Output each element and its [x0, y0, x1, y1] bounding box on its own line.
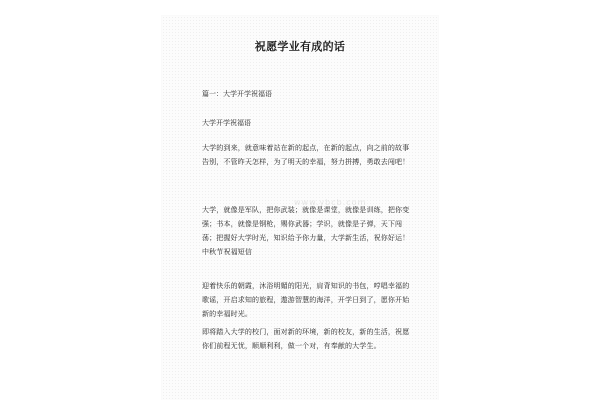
paragraph-2: 大学，就像是军队，把你武装；就像是课堂，就像是训练，把你变强；书本，就像是钢枪，赐你武器；学识，就像是子弹，天下闯荡；把握好大学时光，知识给予你力量，大学新生活，祝你好运！ 中秋节祝福短信	[202, 206, 410, 256]
watermark-text: www.ybcb.com	[294, 198, 367, 207]
paragraph-4: 即将踏入大学的校门，面对新的环境，新的校友，新的生活，祝愿你们前程无忧，顺顺利利，做一个对，有奉献的大学生。	[202, 328, 410, 350]
section-heading: 篇一：大学开学祝福语	[202, 90, 272, 98]
paragraph-3: 迎着快乐的朝霞，沐浴明媚的阳光，肩背知识的书包，哼唱幸福的歌谣，开启求知的旅程，遨游智慧的海洋，开学日到了，愿你开始新的幸福时光。	[202, 282, 410, 318]
sub-heading: 大学开学祝福语	[202, 119, 251, 127]
paragraph-1: 大学的到来，就意味着站在新的起点，在新的起点，向之前的故事告别，不管昨天怎样，为了明天的幸福，努力拼搏，勇敢去闯吧！	[202, 144, 410, 166]
document-page	[162, 16, 438, 400]
document-title: 祝愿学业有成的话	[254, 40, 346, 53]
